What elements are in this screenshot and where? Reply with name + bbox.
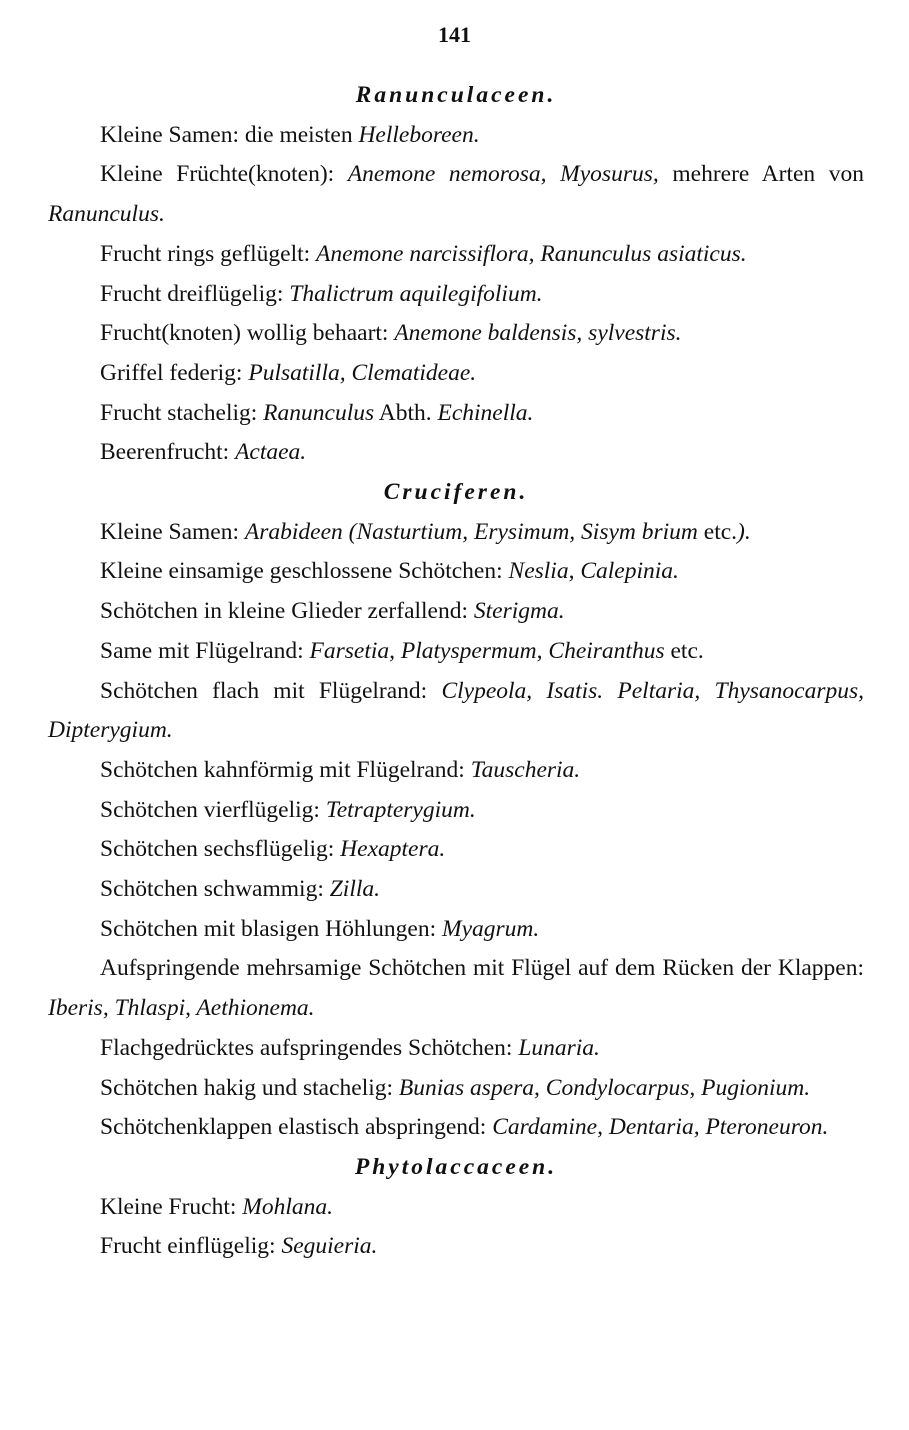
entry: Schötchen schwammig: Zilla. [100, 876, 381, 903]
page-number: 141 [438, 22, 471, 47]
entry: Frucht rings geflügelt: Anemone narcissiflora, Ranunculus asiaticus. [100, 240, 747, 267]
entry: Schötchen flach mit Flügelrand: Clypeola, Isatis. Peltaria, Thysanocarpus, Dipterygium. [48, 677, 865, 744]
entry: Aufspringende mehrsamige Schötchen mit Flügel auf dem Rücken der Klappen: Iberis, Thlaspi, Aethionema. [48, 955, 864, 1022]
entry: Same mit Flügelrand: Farsetia, Platyspermum, Cheiranthus etc. [100, 637, 704, 664]
entry: Kleine einsamige geschlossene Schötchen: Neslia, Calepinia. [100, 558, 679, 585]
section-heading: Ranunculaceen. [355, 82, 557, 108]
entry: Flachgedrücktes aufspringendes Schötchen: Lunaria. [100, 1034, 600, 1061]
entry: Schötchenklappen elastisch abspringend: Cardamine, Dentaria, Pteroneuron. [100, 1114, 829, 1141]
entry: Schötchen in kleine Glieder zerfallend: Sterigma. [100, 598, 565, 625]
section-heading: Phytolaccaceen. [354, 1153, 558, 1180]
entry: Griffel federig: Pulsatilla, Clematideae. [100, 359, 477, 386]
entry: Schötchen sechsflügelig: Hexaptera. [100, 836, 446, 863]
body-text [48, 76, 864, 1267]
entry: Frucht stachelig: Ranunculus Abth. Echinella. [100, 399, 534, 426]
entry: Kleine Frucht: Mohlana. [100, 1193, 334, 1220]
entry: Beerenfrucht: Actaea. [100, 439, 307, 466]
entry: Kleine Früchte(knoten): Anemone nemorosa, Myosurus, mehrere Arten von Ranunculus. [48, 161, 865, 228]
entry: Frucht einflügelig: Seguieria. [100, 1233, 378, 1260]
entry: Frucht(knoten) wollig behaart: Anemone baldensis, sylvestris. [100, 320, 682, 347]
entry: Schötchen hakig und stachelig: Bunias aspera, Condylocarpus, Pugionium. [100, 1074, 811, 1101]
section-heading: Cruciferen. [383, 479, 529, 506]
entry: Kleine Samen: Arabideen (Nasturtium, Erysimum, Sisym brium etc.). [100, 518, 751, 545]
entry: Schötchen mit blasigen Höhlungen: Myagrum. [100, 915, 540, 942]
entry: Kleine Samen: die meisten Helleboreen. [100, 121, 480, 148]
entry: Schötchen vierflügelig: Tetrapterygium. [100, 796, 476, 823]
entry: Schötchen kahnförmig mit Flügelrand: Tauscheria. [100, 756, 581, 783]
entry: Frucht dreiflügelig: Thalictrum aquilegifolium. [100, 280, 543, 307]
